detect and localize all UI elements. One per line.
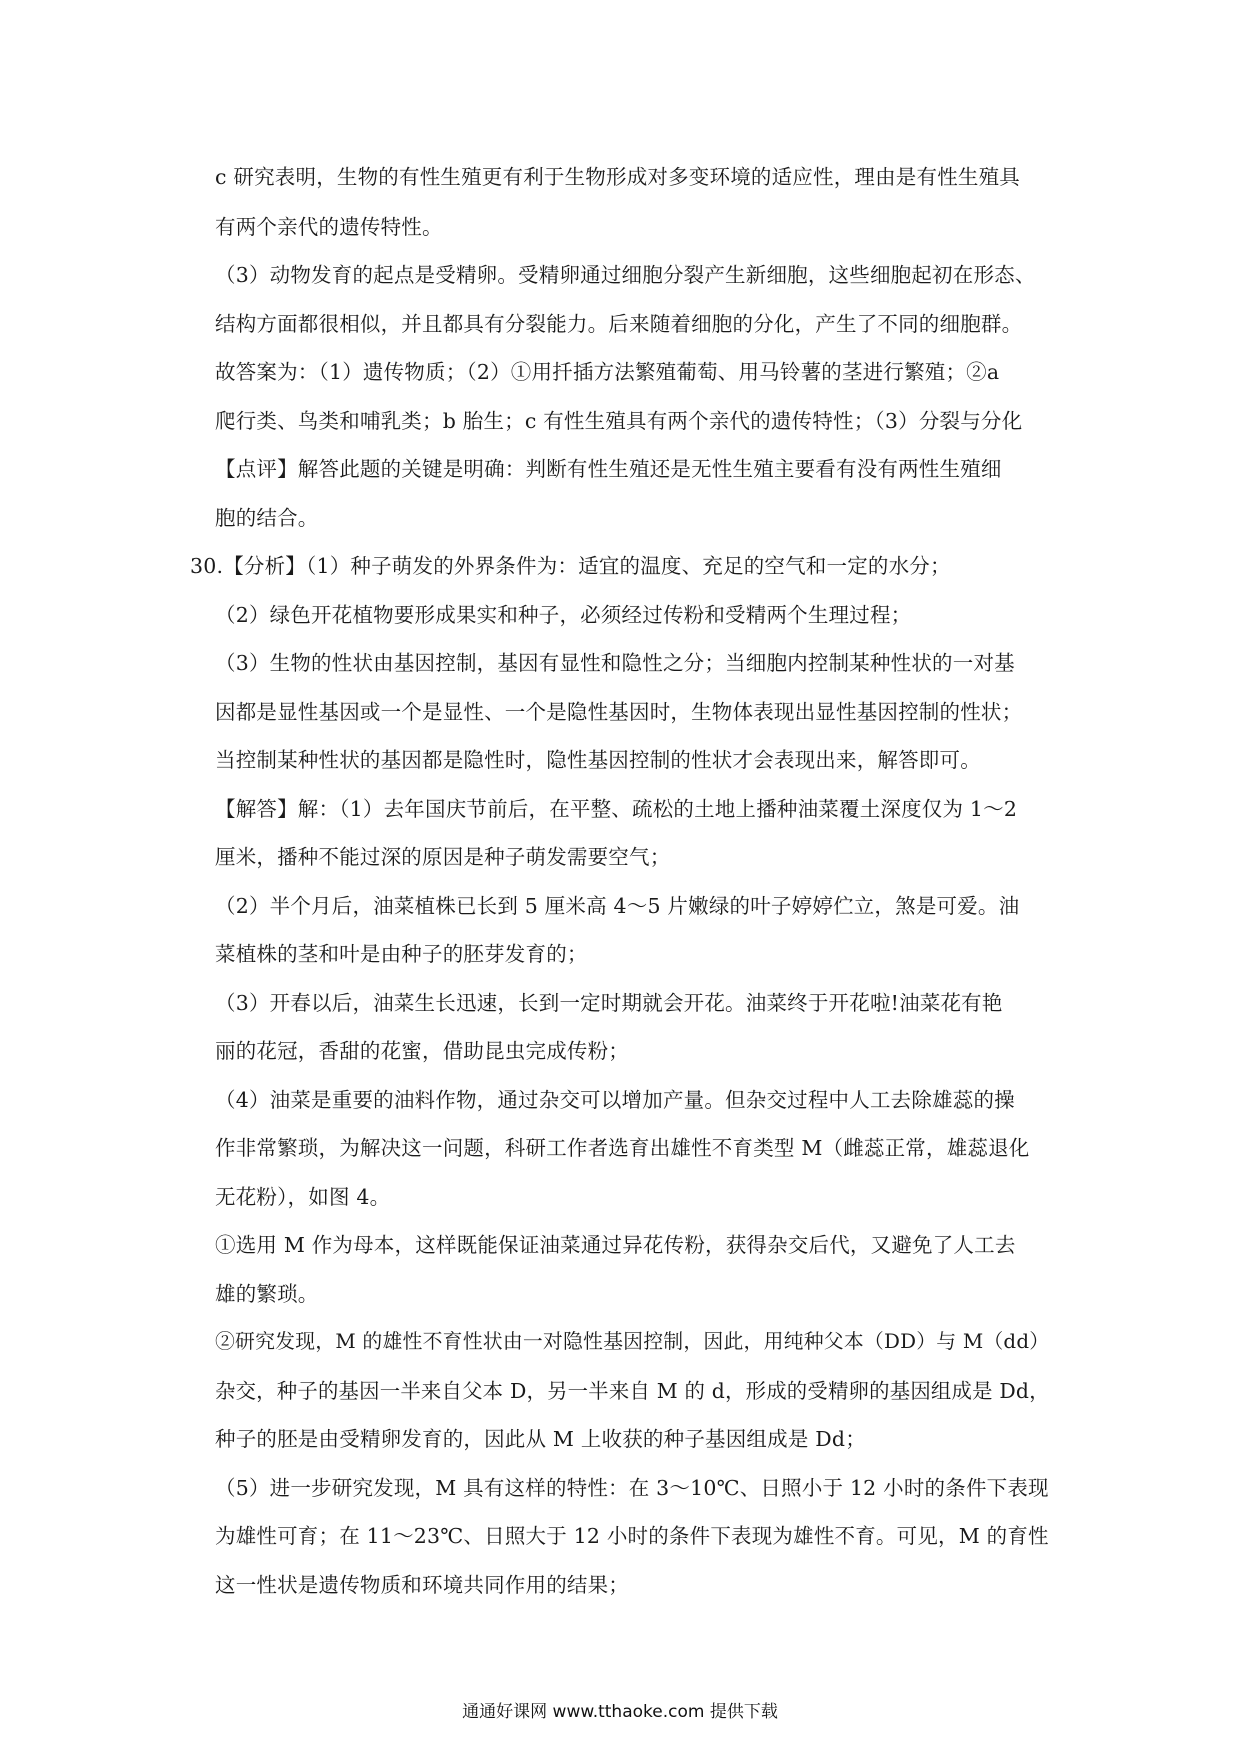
text-line: （3）开春以后，油菜生长迅速，长到一定时期就会开花。油菜终于开花啦!油菜花有艳 — [215, 991, 1003, 1015]
text-line: 作非常繁琐，为解决这一问题，科研工作者选育出雄性不育类型 M（雌蕊正常，雄蕊退化 — [215, 1136, 1030, 1160]
text-line: （2）半个月后，油菜植株已长到 5 厘米高 4～5 片嫩绿的叶子婷婷伫立，煞是可爱。油 — [215, 894, 1020, 918]
text-line: 菜植株的茎和叶是由种子的胚芽发育的； — [215, 942, 588, 966]
text-line: （3）动物发育的起点是受精卵。受精卵通过细胞分裂产生新细胞，这些细胞起初在形态、 — [215, 263, 1036, 287]
text-line: 爬行类、鸟类和哺乳类；b 胎生；c 有性生殖具有两个亲代的遗传特性；（3）分裂与分化 — [215, 409, 1023, 433]
text-line: 种子的胚是由受精卵发育的，因此从 M 上收获的种子基因组成是 Dd； — [215, 1427, 866, 1451]
text-line: （5）进一步研究发现，M 具有这样的特性：在 3～10℃、日照小于 12 小时的条件下表现 — [215, 1476, 1049, 1500]
text-line: 杂交，种子的基因一半来自父本 D，另一半来自 M 的 d，形成的受精卵的基因组成是 Dd， — [215, 1379, 1050, 1403]
text-line: 丽的花冠，香甜的花蜜，借助昆虫完成传粉； — [215, 1039, 629, 1063]
text-line: （2）绿色开花植物要形成果实和种子，必须经过传粉和受精两个生理过程； — [215, 603, 912, 627]
text-line: 厘米，播种不能过深的原因是种子萌发需要空气； — [215, 845, 671, 869]
text-line: 有两个亲代的遗传特性。 — [215, 215, 443, 239]
text-line: 【点评】解答此题的关键是明确：判断有性生殖还是无性生殖主要看有没有两性生殖细 — [215, 457, 1002, 481]
page-footer: 通通好课网 www.tthaoke.com 提供下载 — [462, 1702, 778, 1722]
text-line: 胞的结合。 — [215, 506, 319, 530]
text-line: 雄的繁琐。 — [215, 1282, 319, 1306]
text-line: ②研究发现，M 的雄性不育性状由一对隐性基因控制，因此，用纯种父本（DD）与 M（dd） — [215, 1330, 1050, 1353]
text-line: 故答案为：（1）遗传物质；（2）①用扦插方法繁殖葡萄、用马铃薯的茎进行繁殖；②a — [215, 360, 1000, 384]
text-line: 结构方面都很相似，并且都具有分裂能力。后来随着细胞的分化，产生了不同的细胞群。 — [215, 312, 1023, 336]
question-heading: 30.【分析】（1）种子萌发的外界条件为：适宜的温度、充足的空气和一定的水分； — [190, 554, 951, 578]
text-line: 【解答】解：（1）去年国庆节前后，在平整、疏松的土地上播种油菜覆土深度仅为 1～2 — [215, 797, 1018, 821]
text-line: （3）生物的性状由基因控制，基因有显性和隐性之分；当细胞内控制某种性状的一对基 — [215, 651, 1015, 675]
text-line: ①选用 M 作为母本，这样既能保证油菜通过异花传粉，获得杂交后代，又避免了人工去 — [215, 1233, 1016, 1257]
text-line: （4）油菜是重要的油料作物，通过杂交可以增加产量。但杂交过程中人工去除雄蕊的操 — [215, 1088, 1015, 1112]
text-line: 为雄性可育；在 11～23℃、日照大于 12 小时的条件下表现为雄性不育。可见，M 的育性 — [215, 1524, 1049, 1548]
text-line: c 研究表明，生物的有性生殖更有利于生物形成对多变环境的适应性，理由是有性生殖具 — [215, 165, 1020, 189]
text-line: 这一性状是遗传物质和环境共同作用的结果； — [215, 1573, 629, 1597]
text-line: 因都是显性基因或一个是显性、一个是隐性基因时，生物体表现出显性基因控制的性状； — [215, 700, 1023, 724]
text-line: 当控制某种性状的基因都是隐性时，隐性基因控制的性状才会表现出来，解答即可。 — [215, 748, 981, 772]
text-line: 无花粉），如图 4。 — [215, 1185, 391, 1209]
